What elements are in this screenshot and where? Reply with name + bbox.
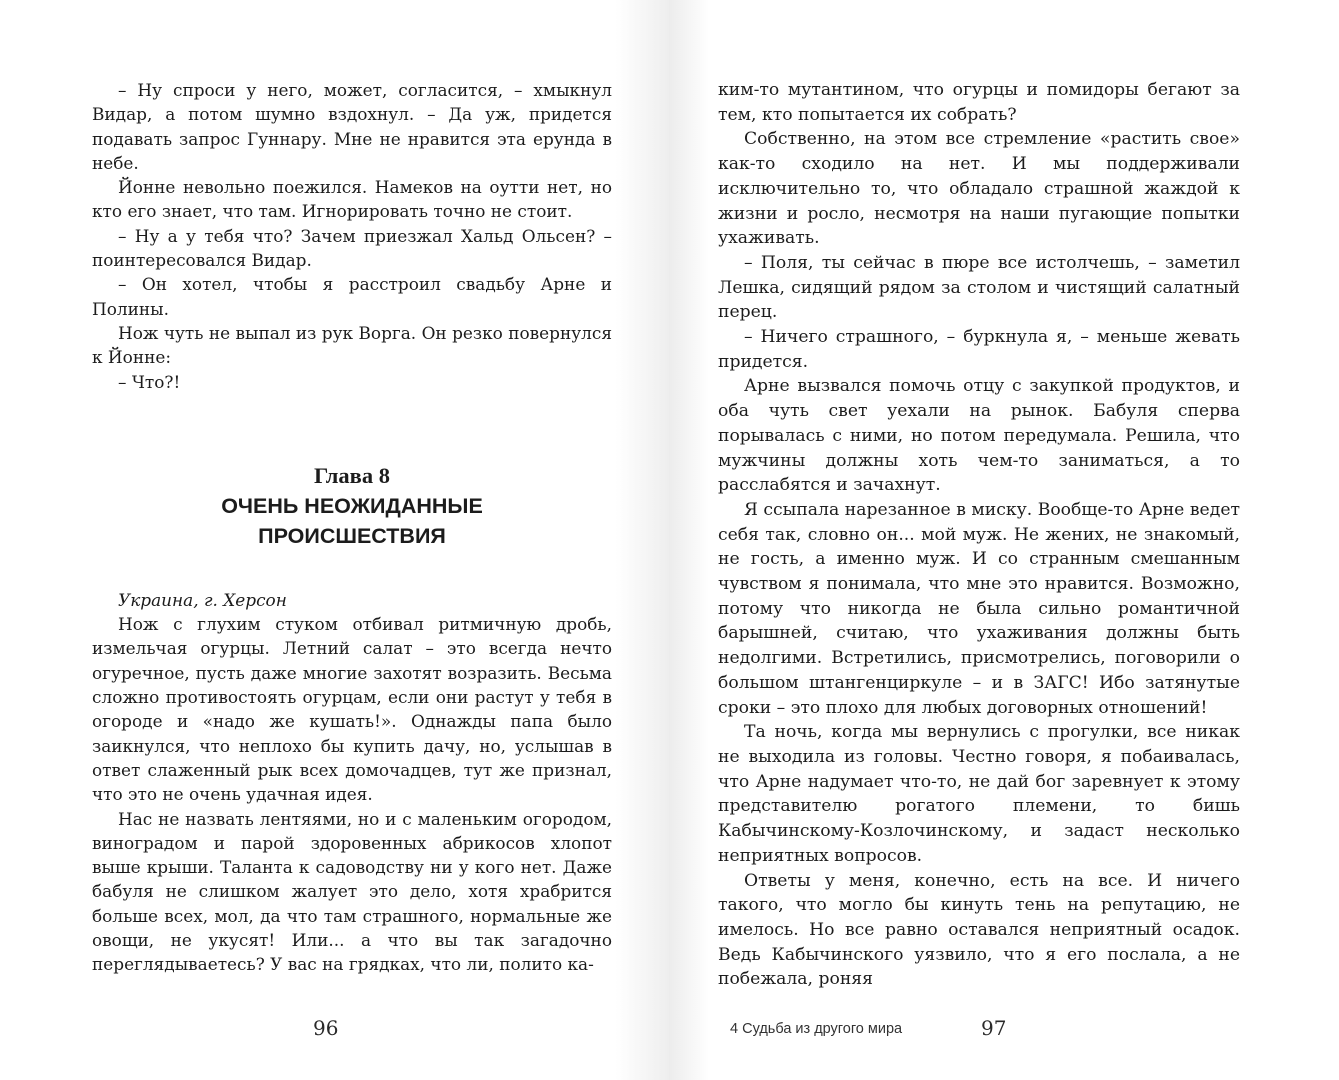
signature-mark: 4 Судьба из другого мира <box>730 1021 903 1037</box>
page-number-left: 96 <box>313 1016 339 1040</box>
left-page-text <box>92 78 612 977</box>
chapter-title-line-2: ПРОИСШЕСТВИЯ <box>258 523 446 548</box>
paragraph: – Что?! <box>118 371 181 392</box>
location-line: Украина, г. Херсон <box>118 589 287 610</box>
paragraph: Йонне невольно поежился. Намеков на оутти нет, но кто его знает, что там. Игнорировать точно не стоит. <box>92 177 612 222</box>
paragraph: Ответы у меня, конечно, есть на все. И ничего такого, что могло бы кинуть тень на репутацию, не имелось. Но все равно оставался неприятный осадок. Ведь Кабычинского уязвило, что я его послала, а не побежала, роняя <box>718 870 1240 990</box>
right-page <box>669 0 1339 1080</box>
paragraph: Та ночь, когда мы вернулись с прогулки, все никак не выходила из головы. Честно говоря, я побаивалась, что Арне надумает что-то, не дай бог заревнует к этому представителю рогатого племени, то бишь Кабычинскому-Козлочинскому, и задаст несколько неприятных вопросов. <box>718 722 1240 866</box>
chapter-number: Глава 8 <box>314 462 390 488</box>
paragraph-continuation: ким-то мутантином, что огурцы и помидоры бегают за тем, кто попытается их собрать? <box>718 80 1240 125</box>
page-number-right: 97 <box>981 1016 1007 1040</box>
paragraph: – Ну спроси у него, может, согласится, – хмыкнул Видар, а потом шумно вздохнул. – Да уж, придется подавать запрос Гуннару. Мне не нравится эта ерунда в небе. <box>92 80 612 173</box>
paragraph: – Ну а у тебя что? Зачем приезжал Хальд Ольсен? – поинтересовался Видар. <box>92 225 612 271</box>
paragraph: Нож чуть не выпал из рук Ворга. Он резко повернулся к Йонне: <box>92 322 612 368</box>
right-page-text <box>718 78 1240 992</box>
paragraph: – Поля, ты сейчас в пюре все истолчешь, – заметил Лешка, сидящий рядом за столом и чистящий салатный перец. <box>718 252 1240 323</box>
chapter-title-line-1: ОЧЕНЬ НЕОЖИДАННЫЕ <box>221 493 483 518</box>
paragraph: Нас не назвать лентяями, но и с маленьким огородом, виноградом и парой здоровенных абрикосов хлопот выше крыши. Таланта к садоводству ни у кого нет. Даже бабуля не слишком жалует это дело, хотя храбрится больше всех, мол, да что там страшного, нормальные же овощи, не укусят! Или... а что вы так загадочно переглядываетесь? У вас на грядках, что ли, полито ка- <box>92 808 612 975</box>
paragraph: Я ссыпала нарезанное в миску. Вообще-то Арне ведет себя так, словно он... мой муж. Не жених, не знакомый, не гость, а именно муж. И со странным смешанным чувством я понимала, что мне это нравится. Возможно, потому что никогда не была сильно романтичной барышней, считаю, что ухаживания должны быть недолгими. Встретились, присмотрелись, поговорили о большом штангенциркуле – и в ЗАГС! Ибо затянутые сроки – это плохо для любых договорных отношений! <box>718 499 1240 718</box>
chapter-heading <box>92 461 612 551</box>
paragraph: Собственно, на этом все стремление «растить свое» как-то сходило на нет. И мы поддерживали исключительно то, что обладало страшной жаждой к жизни и росло, несмотря на наши пугающие попытки ухаживать. <box>718 129 1240 249</box>
paragraph: – Он хотел, чтобы я расстроил свадьбу Арне и Полины. <box>92 274 612 319</box>
paragraph: Нож с глухим стуком отбивал ритмичную дробь, измельчая огурцы. Летний салат – это всегда нечто огуречное, пусть даже многие захотят возразить. Весьма сложно противостоять огурцам, если они растут у тебя в огороде и «надо же кушать!». Однажды папа было заикнулся, что неплохо бы купить дачу, но, услышав в ответ слаженный рык всех домочадцев, тут же признал, что это не очень удачная идея. <box>92 614 612 805</box>
paragraph: – Ничего страшного, – буркнула я, – меньше жевать придется. <box>718 327 1240 372</box>
left-page <box>0 0 669 1080</box>
paragraph: Арне вызвался помочь отцу с закупкой продуктов, и оба чуть свет уехали на рынок. Бабуля сперва порывалась с ними, но потом передумала. Решила, что мужчины должны хоть чем-то заниматься, а то расслабятся и зачахнут. <box>718 376 1240 496</box>
